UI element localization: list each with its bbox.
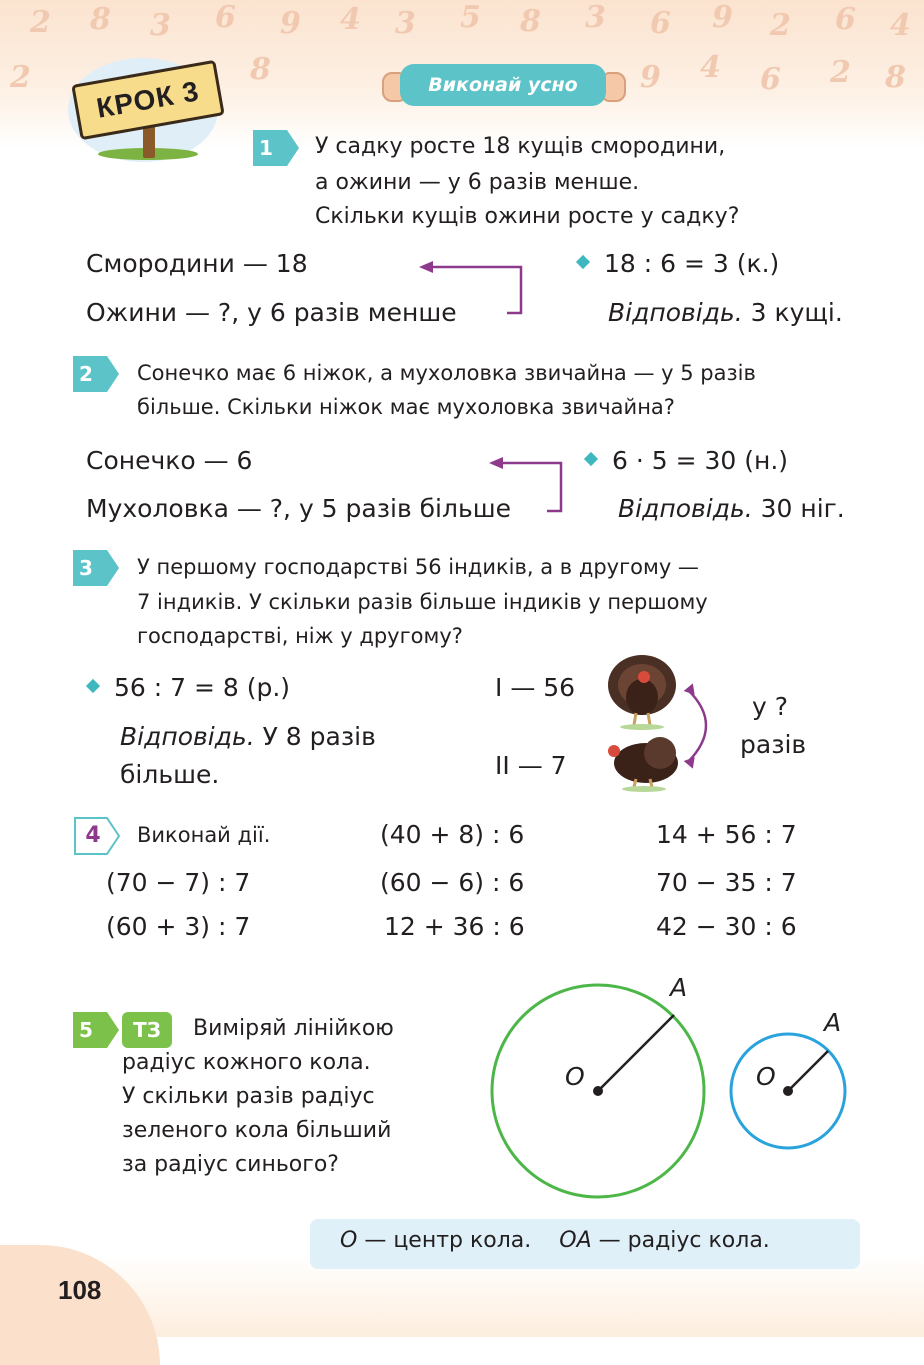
step-sign: КРОК 3 bbox=[71, 60, 225, 141]
task-number: 4 bbox=[85, 823, 101, 848]
solution-expression: 18 : 6 = 3 (к.) bbox=[604, 249, 780, 278]
answer-line bbox=[608, 298, 843, 328]
diamond-bullet-icon bbox=[86, 679, 100, 693]
answer-label: Відповідь. bbox=[618, 494, 753, 523]
info-oa-text: — радіус кола. bbox=[598, 1228, 770, 1253]
task-number-badge bbox=[73, 356, 107, 392]
task-text-line: господарстві, ніж у другому? bbox=[137, 624, 463, 648]
task-number: 2 bbox=[79, 362, 93, 386]
short-record-line: Мухоловка — ?, у 5 разів більше bbox=[86, 494, 511, 523]
blue-radius bbox=[788, 1051, 828, 1091]
task-text-line: У першому господарстві 56 індиків, а в другому — bbox=[137, 555, 699, 579]
task-number: 3 bbox=[79, 556, 93, 580]
answer-label: Відповідь. bbox=[608, 298, 743, 327]
point-label: A bbox=[824, 1008, 842, 1037]
info-o-text: — центр кола. bbox=[364, 1228, 532, 1253]
short-record-line: Сонечко — 6 bbox=[86, 446, 253, 475]
answer-label: Відповідь. bbox=[120, 722, 255, 751]
expression: (60 − 6) : 6 bbox=[380, 868, 525, 897]
info-o: O bbox=[340, 1228, 358, 1253]
answer-line bbox=[120, 722, 376, 752]
expression: 14 + 56 : 7 bbox=[656, 820, 797, 849]
task-number-badge bbox=[253, 130, 287, 166]
task-text-line: радіус кожного кола. bbox=[122, 1050, 371, 1075]
task-number: 1 bbox=[259, 136, 273, 160]
task-text-line: зеленого кола більший bbox=[122, 1118, 392, 1143]
answer-line bbox=[618, 494, 845, 524]
task-number-badge bbox=[73, 550, 107, 586]
question-text: у ? bbox=[752, 692, 789, 721]
question-text: разів bbox=[740, 730, 807, 759]
solution-expression: 56 : 7 = 8 (р.) bbox=[114, 673, 291, 702]
answer-text: 30 ніг. bbox=[760, 494, 845, 523]
scheme-line: I — 56 bbox=[495, 673, 576, 702]
task-number-badge bbox=[73, 1012, 107, 1048]
expression: (40 + 8) : 6 bbox=[380, 820, 525, 849]
solution-line bbox=[586, 446, 788, 476]
comparison-arrow-icon bbox=[415, 255, 530, 320]
task-instruction: Виконай дії. bbox=[137, 823, 271, 847]
expression: 70 − 35 : 7 bbox=[656, 868, 797, 897]
scheme-line: II — 7 bbox=[495, 751, 567, 780]
task-text-line: за радіус синього? bbox=[122, 1152, 339, 1177]
turkey-illustration-icon bbox=[600, 645, 690, 795]
answer-text-cont: більше. bbox=[120, 760, 220, 789]
task-text-line: У садку росте 18 кущів смородини, bbox=[315, 134, 726, 159]
green-center-point bbox=[593, 1086, 603, 1096]
short-record-line: Ожини — ?, у 6 разів менше bbox=[86, 298, 457, 327]
info-oa: OA bbox=[559, 1228, 592, 1253]
page-number: 108 bbox=[58, 1275, 102, 1305]
diamond-bullet-icon bbox=[584, 452, 598, 466]
solution-line bbox=[88, 673, 290, 703]
expression: 42 − 30 : 6 bbox=[656, 912, 797, 941]
expression: 12 + 36 : 6 bbox=[384, 912, 525, 941]
center-label: O bbox=[565, 1062, 585, 1091]
task-text-line: У скільки разів радіус bbox=[122, 1084, 375, 1109]
task-text-line: Скільки кущів ожини росте у садку? bbox=[315, 204, 740, 229]
task-text-line: більше. Скільки ніжок має мухоловка звичайна? bbox=[137, 395, 675, 419]
task-text-line: Сонечко має 6 ніжок, а мухоловка звичайна — у 5 разів bbox=[137, 361, 756, 385]
expression: (70 − 7) : 7 bbox=[106, 868, 251, 897]
curved-double-arrow-icon bbox=[680, 680, 730, 770]
info-text bbox=[340, 1228, 770, 1253]
decorative-digits: 2 8 3 6 9 4 3 5 8 3 6 9 2 6 4 2 8 9 4 6 2 8 bbox=[10, 0, 911, 97]
task-text-line: а ожини — у 6 разів менше. bbox=[315, 170, 640, 195]
task-text-line: Виміряй лінійкою bbox=[193, 1016, 394, 1041]
blue-center-point bbox=[783, 1086, 793, 1096]
task-text-line: 7 індиків. У скільки разів більше індиків у першому bbox=[137, 590, 708, 614]
short-record-line: Смородини — 18 bbox=[86, 249, 308, 278]
comparison-arrow-icon bbox=[485, 451, 575, 517]
answer-text: 3 кущі. bbox=[750, 298, 843, 327]
expression: (60 + 3) : 7 bbox=[106, 912, 251, 941]
notebook-badge: ТЗ bbox=[122, 1012, 172, 1048]
solution-line bbox=[578, 249, 779, 279]
point-label: A bbox=[670, 973, 688, 1002]
oral-task-banner: Виконай усно bbox=[400, 64, 606, 106]
diamond-bullet-icon bbox=[576, 255, 590, 269]
center-label: O bbox=[756, 1062, 776, 1091]
solution-expression: 6 · 5 = 30 (н.) bbox=[612, 446, 789, 475]
answer-text: У 8 разів bbox=[262, 722, 376, 751]
circles-figure bbox=[480, 970, 880, 1210]
task-number: 5 bbox=[79, 1018, 93, 1042]
green-radius bbox=[598, 1015, 674, 1091]
